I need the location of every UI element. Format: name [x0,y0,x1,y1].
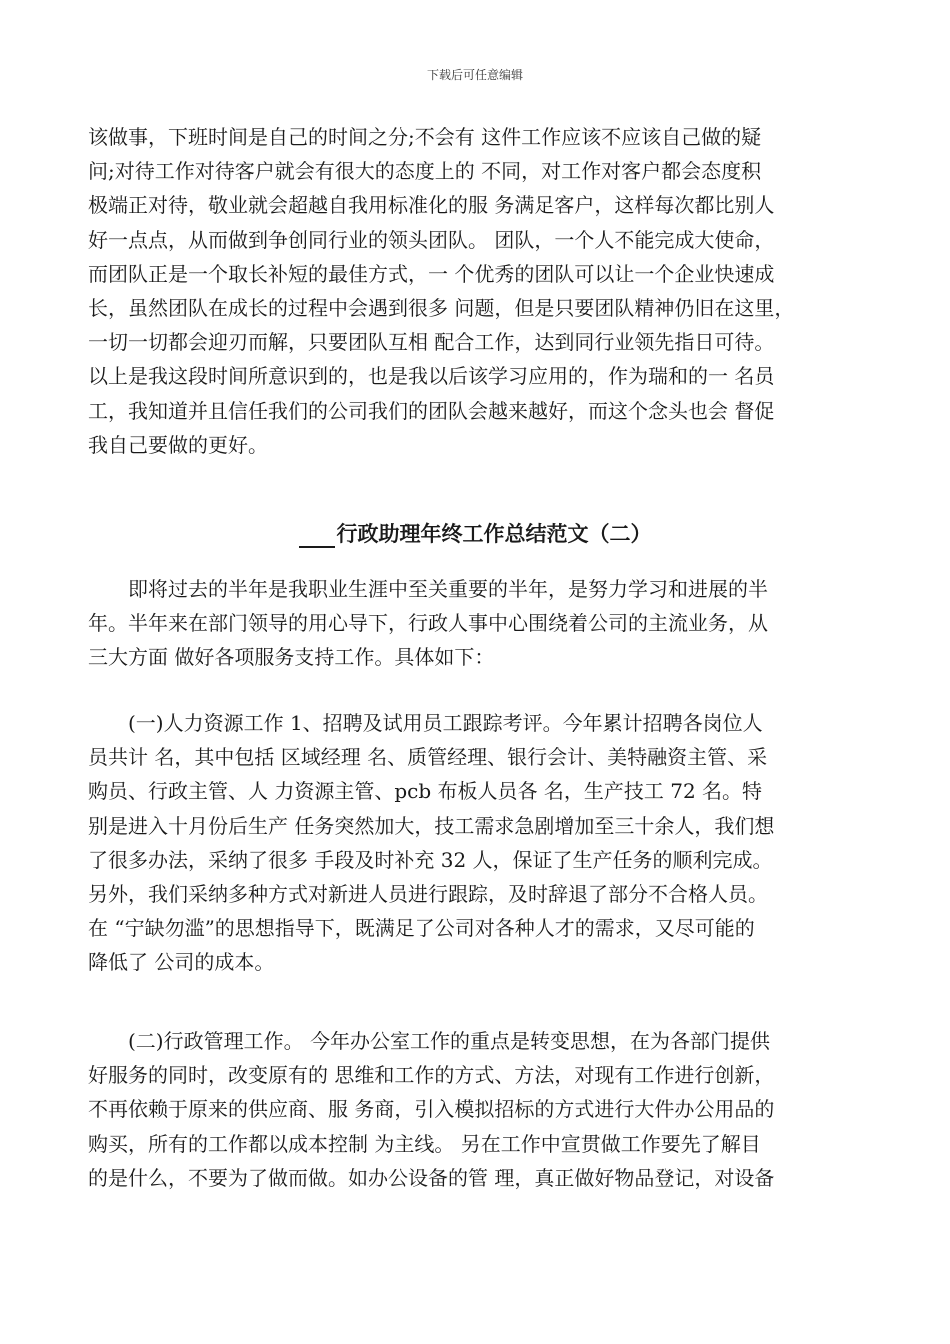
text-line: (一)人力资源工作 1、招聘及试用员工跟踪考评。今年累计招聘各岗位人 [128,711,763,735]
title-blank-underline [299,524,335,548]
text-line: 我自己要做的更好。 [88,432,268,457]
text-line: 不再依赖于原来的供应商、服 务商，引入模拟招标的方式进行大件办公用品的 [88,1097,775,1122]
text-line: 年。半年来在部门领导的用心导下，行政人事中心围绕着公司的主流业务，从 [88,611,768,636]
text-line: 工，我知道并且信任我们的公司我们的团队会越来越好，而这个念头也会 督促 [88,398,775,423]
paragraph-1 [88,120,862,462]
text-line: 另外，我们采纳多种方式对新进人员进行跟踪，及时辞退了部分不合格人员。 [88,881,768,906]
text-line: 好一点点，从而做到争创同行业的领头团队。 团队，一个人不能完成大使命， [88,227,775,252]
section-title [0,518,950,548]
text-line: 以上是我这段时间所意识到的，也是我以后该学习应用的，作为瑞和的一 名员 [88,364,775,389]
text-line: 好服务的同时，改变原有的 思维和工作的方式、方法，对现有工作进行创新， [88,1063,775,1088]
text-line: 的是什么，不要为了做而做。如办公设备的管 理，真正做好物品登记，对设备 [88,1165,775,1190]
text-line: 员共计 名，其中包括 区域经理 名、质管经理、银行会计、美特融资主管、采 [88,745,768,770]
text-line: 购买，所有的工作都以成本控制 为主线。 另在工作中宣贯做工作要先了解目 [88,1131,761,1156]
paragraph-3 [88,706,862,980]
text-line: 降低了 公司的成本。 [88,950,275,975]
text-line: 在 “宁缺勿滥”的思想指导下，既满足了公司对各种人才的需求，又尽可能的 [88,916,755,941]
text-line: 别是进入十月份后生产 任务突然加大，技工需求急剧增加至三十余人，我们想 [88,813,775,838]
text-line: 而团队正是一个取长补短的最佳方式，一 个优秀的团队可以让一个企业快速成 [88,261,775,286]
text-line: 长，虽然团队在成长的过程中会遇到很多 问题，但是只要团队精神仍旧在这里， [88,295,795,320]
text-line: 该做事，下班时间是自己的时间之分;不会有 这件工作应该不应该自己做的疑 [88,125,762,149]
text-line: 即将过去的半年是我职业生涯中至关重要的半年，是努力学习和进展的半 [128,577,768,601]
paragraph-4 [88,1024,862,1195]
text-line: 购员、行政主管、人 力资源主管、pcb 布板人员各 名，生产技工 72 名。特 [88,779,763,804]
text-line: 了很多办法，采纳了很多 手段及时补充 32 人，保证了生产任务的顺利完成。 [88,847,773,872]
text-line: (二)行政管理工作。 今年办公室工作的重点是转变思想，在为各部门提供 [128,1029,770,1053]
header-note: 下载后可任意编辑 [426,68,523,82]
section-title-text: 行政助理年终工作总结范文（二） [336,522,652,546]
text-line: 问;对待工作对待客户就会有很大的态度上的 不同，对工作对客户都会态度积 [88,159,762,184]
text-line: 三大方面 做好各项服务支持工作。具体如下： [88,645,495,670]
paragraph-2 [88,572,862,675]
text-line: 极端正对待，敬业就会超越自我用标准化的服 务满足客户，这样每次都比别人 [88,193,775,218]
text-line: 一切一切都会迎刃而解，只要团队互相 配合工作，达到同行业领先指日可待。 [88,330,775,355]
